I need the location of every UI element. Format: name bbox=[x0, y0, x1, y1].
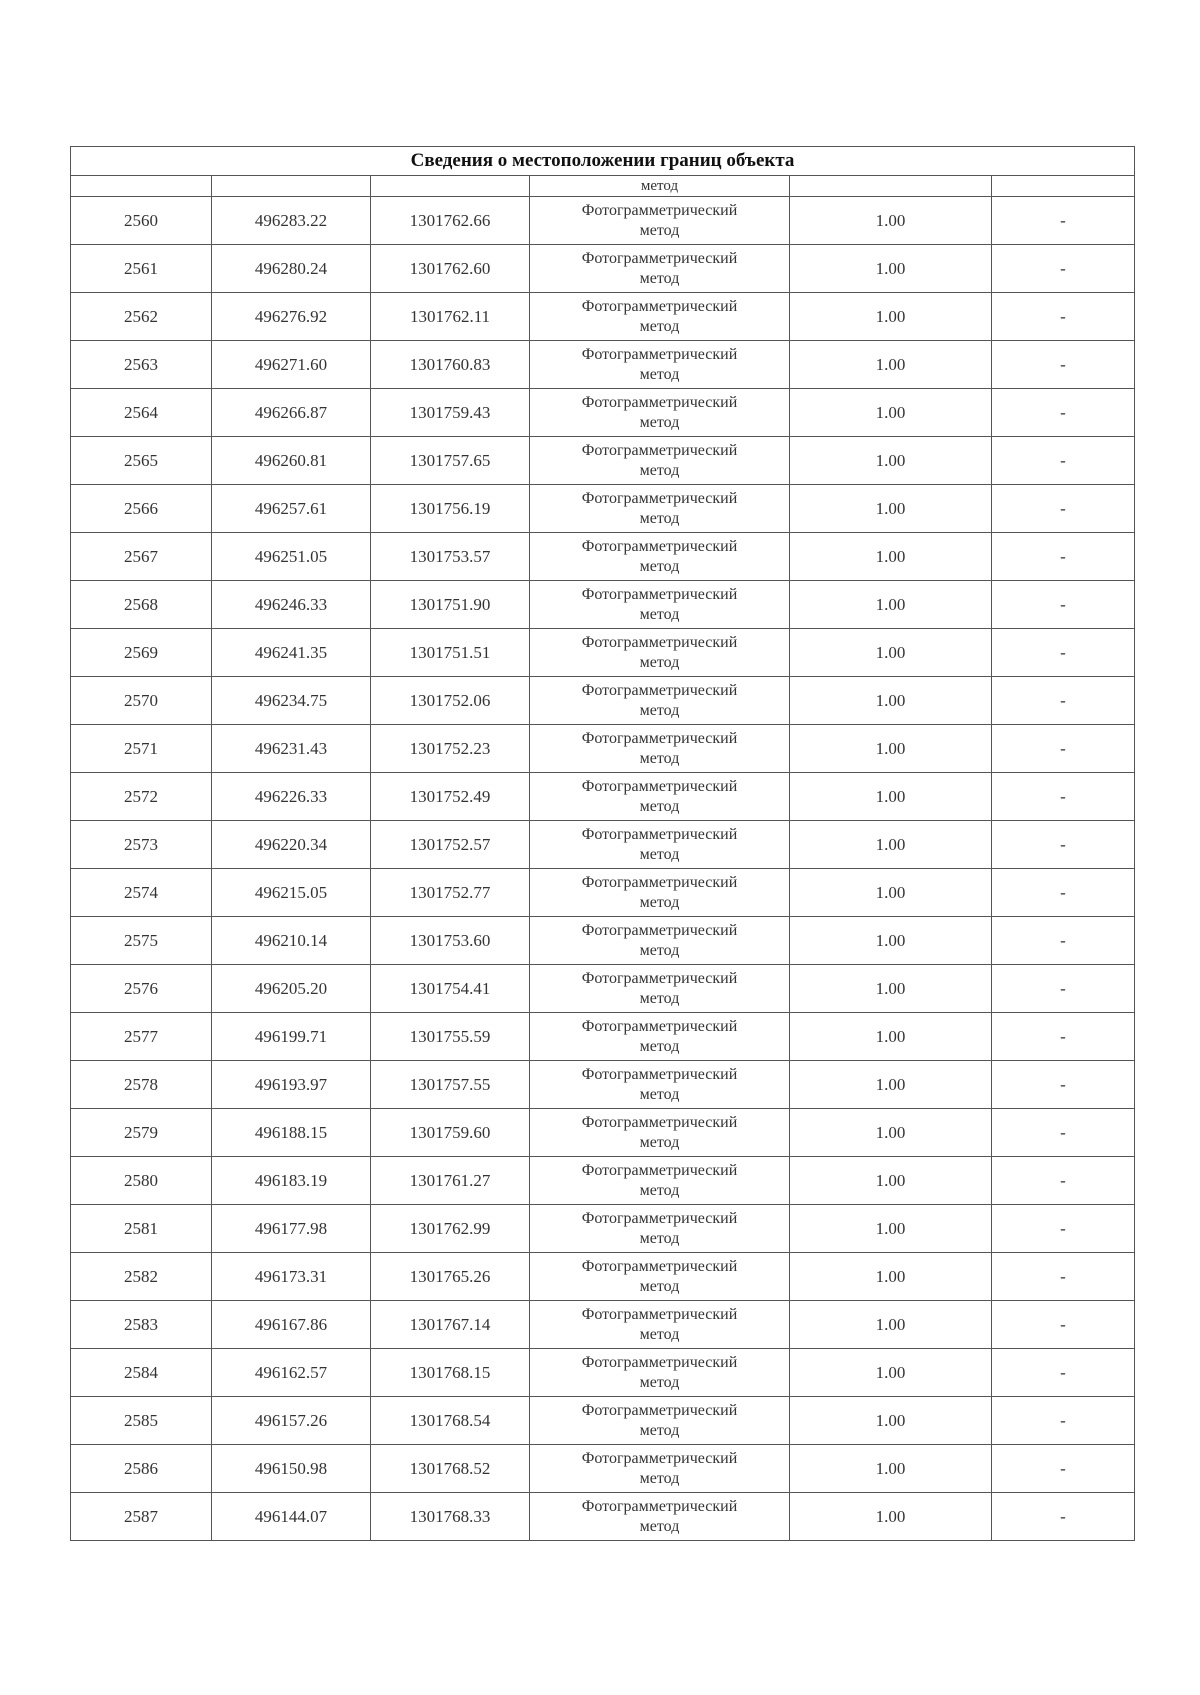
method-line-1: Фотограмметрический bbox=[581, 441, 738, 459]
continuation-cell bbox=[790, 176, 992, 197]
method-cell bbox=[530, 581, 790, 629]
method-line-1: Фотограмметрический bbox=[581, 393, 738, 411]
description-cell: - bbox=[992, 1109, 1135, 1157]
table-row bbox=[71, 965, 1135, 1013]
table-row bbox=[71, 389, 1135, 437]
y-coordinate-cell: 1301757.55 bbox=[371, 1061, 530, 1109]
x-coordinate-cell: 496234.75 bbox=[212, 677, 371, 725]
y-coordinate-cell: 1301752.23 bbox=[371, 725, 530, 773]
table-row bbox=[71, 869, 1135, 917]
x-coordinate-cell: 496210.14 bbox=[212, 917, 371, 965]
method-line-2: метод bbox=[639, 461, 680, 479]
point-number-cell: 2582 bbox=[71, 1253, 212, 1301]
point-number-cell: 2577 bbox=[71, 1013, 212, 1061]
table-row bbox=[71, 725, 1135, 773]
method-line-1: Фотограмметрический bbox=[581, 585, 738, 603]
method-cell bbox=[530, 1445, 790, 1493]
table-row bbox=[71, 197, 1135, 245]
description-cell: - bbox=[992, 1205, 1135, 1253]
x-coordinate-cell: 496280.24 bbox=[212, 245, 371, 293]
y-coordinate-cell: 1301753.57 bbox=[371, 533, 530, 581]
method-line-1: Фотограмметрический bbox=[581, 1257, 738, 1275]
accuracy-cell: 1.00 bbox=[790, 1013, 992, 1061]
table-row bbox=[71, 293, 1135, 341]
accuracy-cell: 1.00 bbox=[790, 965, 992, 1013]
accuracy-cell: 1.00 bbox=[790, 197, 992, 245]
point-number-cell: 2564 bbox=[71, 389, 212, 437]
x-coordinate-cell: 496188.15 bbox=[212, 1109, 371, 1157]
description-cell: - bbox=[992, 1253, 1135, 1301]
method-line-2: метод bbox=[639, 1229, 680, 1247]
method-line-1: Фотограмметрический bbox=[581, 825, 738, 843]
method-cell bbox=[530, 629, 790, 677]
y-coordinate-cell: 1301759.60 bbox=[371, 1109, 530, 1157]
point-number-cell: 2566 bbox=[71, 485, 212, 533]
method-line-1: Фотограмметрический bbox=[581, 1353, 738, 1371]
description-cell: - bbox=[992, 581, 1135, 629]
y-coordinate-cell: 1301762.99 bbox=[371, 1205, 530, 1253]
method-line-2: метод bbox=[639, 1469, 680, 1487]
y-coordinate-cell: 1301752.06 bbox=[371, 677, 530, 725]
method-line-1: Фотограмметрический bbox=[581, 297, 738, 315]
table-title-row bbox=[71, 147, 1135, 176]
method-cell bbox=[530, 869, 790, 917]
x-coordinate-cell: 496157.26 bbox=[212, 1397, 371, 1445]
point-number-cell: 2575 bbox=[71, 917, 212, 965]
method-line-1: Фотограмметрический bbox=[581, 873, 738, 891]
point-number-cell: 2580 bbox=[71, 1157, 212, 1205]
method-line-1: Фотограмметрический bbox=[581, 777, 738, 795]
accuracy-cell: 1.00 bbox=[790, 1157, 992, 1205]
method-cell bbox=[530, 485, 790, 533]
method-cell bbox=[530, 965, 790, 1013]
y-coordinate-cell: 1301752.77 bbox=[371, 869, 530, 917]
method-line-1: Фотограмметрический bbox=[581, 1161, 738, 1179]
method-line-2: метод bbox=[639, 1277, 680, 1295]
y-coordinate-cell: 1301768.15 bbox=[371, 1349, 530, 1397]
method-line-1: Фотограмметрический bbox=[581, 201, 738, 219]
accuracy-cell: 1.00 bbox=[790, 341, 992, 389]
x-coordinate-cell: 496183.19 bbox=[212, 1157, 371, 1205]
x-coordinate-cell: 496251.05 bbox=[212, 533, 371, 581]
y-coordinate-cell: 1301765.26 bbox=[371, 1253, 530, 1301]
table-row bbox=[71, 917, 1135, 965]
y-coordinate-cell: 1301755.59 bbox=[371, 1013, 530, 1061]
description-cell: - bbox=[992, 725, 1135, 773]
description-cell: - bbox=[992, 1301, 1135, 1349]
accuracy-cell: 1.00 bbox=[790, 917, 992, 965]
accuracy-cell: 1.00 bbox=[790, 629, 992, 677]
method-cell bbox=[530, 917, 790, 965]
description-cell: - bbox=[992, 437, 1135, 485]
method-cell bbox=[530, 1349, 790, 1397]
accuracy-cell: 1.00 bbox=[790, 437, 992, 485]
accuracy-cell: 1.00 bbox=[790, 677, 992, 725]
method-cell bbox=[530, 677, 790, 725]
method-line-2: метод bbox=[639, 413, 680, 431]
method-cell bbox=[530, 1301, 790, 1349]
method-line-1: Фотограмметрический bbox=[581, 1113, 738, 1131]
method-line-2: метод bbox=[639, 1085, 680, 1103]
continuation-cell bbox=[71, 176, 212, 197]
method-line-2: метод bbox=[639, 1037, 680, 1055]
boundary-table bbox=[70, 146, 1135, 1541]
accuracy-cell: 1.00 bbox=[790, 533, 992, 581]
point-number-cell: 2569 bbox=[71, 629, 212, 677]
x-coordinate-cell: 496205.20 bbox=[212, 965, 371, 1013]
method-line-2: метод bbox=[639, 653, 680, 671]
table-row bbox=[71, 245, 1135, 293]
method-cell bbox=[530, 1253, 790, 1301]
method-cell bbox=[530, 773, 790, 821]
method-cell bbox=[530, 1013, 790, 1061]
method-cell bbox=[530, 293, 790, 341]
method-line-2: метод bbox=[639, 365, 680, 383]
description-cell: - bbox=[992, 965, 1135, 1013]
table-row bbox=[71, 1013, 1135, 1061]
accuracy-cell: 1.00 bbox=[790, 581, 992, 629]
method-cell bbox=[530, 1157, 790, 1205]
description-cell: - bbox=[992, 773, 1135, 821]
table-row bbox=[71, 533, 1135, 581]
point-number-cell: 2581 bbox=[71, 1205, 212, 1253]
description-cell: - bbox=[992, 197, 1135, 245]
method-cell bbox=[530, 245, 790, 293]
method-line-2: метод bbox=[639, 749, 680, 767]
x-coordinate-cell: 496173.31 bbox=[212, 1253, 371, 1301]
y-coordinate-cell: 1301752.57 bbox=[371, 821, 530, 869]
x-coordinate-cell: 496150.98 bbox=[212, 1445, 371, 1493]
method-cell bbox=[530, 341, 790, 389]
description-cell: - bbox=[992, 1013, 1135, 1061]
accuracy-cell: 1.00 bbox=[790, 245, 992, 293]
y-coordinate-cell: 1301768.33 bbox=[371, 1493, 530, 1541]
method-line-1: Фотограмметрический bbox=[581, 921, 738, 939]
method-line-2: метод bbox=[639, 605, 680, 623]
table-row bbox=[71, 1397, 1135, 1445]
y-coordinate-cell: 1301768.52 bbox=[371, 1445, 530, 1493]
method-line-1: Фотограмметрический bbox=[581, 537, 738, 555]
x-coordinate-cell: 496241.35 bbox=[212, 629, 371, 677]
method-line-2: метод bbox=[639, 1181, 680, 1199]
y-coordinate-cell: 1301752.49 bbox=[371, 773, 530, 821]
y-coordinate-cell: 1301762.60 bbox=[371, 245, 530, 293]
y-coordinate-cell: 1301767.14 bbox=[371, 1301, 530, 1349]
description-cell: - bbox=[992, 245, 1135, 293]
point-number-cell: 2578 bbox=[71, 1061, 212, 1109]
method-line-2: метод bbox=[639, 797, 680, 815]
method-cell bbox=[530, 1109, 790, 1157]
method-line-2: метод bbox=[639, 269, 680, 287]
accuracy-cell: 1.00 bbox=[790, 1397, 992, 1445]
y-coordinate-cell: 1301756.19 bbox=[371, 485, 530, 533]
method-cell bbox=[530, 533, 790, 581]
accuracy-cell: 1.00 bbox=[790, 1109, 992, 1157]
method-line-2: метод bbox=[639, 701, 680, 719]
y-coordinate-cell: 1301761.27 bbox=[371, 1157, 530, 1205]
y-coordinate-cell: 1301751.90 bbox=[371, 581, 530, 629]
method-line-2: метод bbox=[639, 1133, 680, 1151]
table-row bbox=[71, 1493, 1135, 1541]
description-cell: - bbox=[992, 869, 1135, 917]
method-line-2: метод bbox=[639, 989, 680, 1007]
y-coordinate-cell: 1301757.65 bbox=[371, 437, 530, 485]
method-line-2: метод bbox=[639, 557, 680, 575]
point-number-cell: 2587 bbox=[71, 1493, 212, 1541]
y-coordinate-cell: 1301762.11 bbox=[371, 293, 530, 341]
accuracy-cell: 1.00 bbox=[790, 773, 992, 821]
x-coordinate-cell: 496215.05 bbox=[212, 869, 371, 917]
point-number-cell: 2561 bbox=[71, 245, 212, 293]
method-cell bbox=[530, 725, 790, 773]
x-coordinate-cell: 496226.33 bbox=[212, 773, 371, 821]
point-number-cell: 2565 bbox=[71, 437, 212, 485]
method-line-1: Фотограмметрический bbox=[581, 489, 738, 507]
x-coordinate-cell: 496276.92 bbox=[212, 293, 371, 341]
description-cell: - bbox=[992, 293, 1135, 341]
description-cell: - bbox=[992, 821, 1135, 869]
description-cell: - bbox=[992, 1061, 1135, 1109]
y-coordinate-cell: 1301753.60 bbox=[371, 917, 530, 965]
method-line-1: Фотограмметрический bbox=[581, 1497, 738, 1515]
accuracy-cell: 1.00 bbox=[790, 725, 992, 773]
description-cell: - bbox=[992, 629, 1135, 677]
point-number-cell: 2572 bbox=[71, 773, 212, 821]
description-cell: - bbox=[992, 533, 1135, 581]
table-row bbox=[71, 485, 1135, 533]
table-row bbox=[71, 1445, 1135, 1493]
accuracy-cell: 1.00 bbox=[790, 1301, 992, 1349]
table-row bbox=[71, 341, 1135, 389]
description-cell: - bbox=[992, 1349, 1135, 1397]
description-cell: - bbox=[992, 485, 1135, 533]
description-cell: - bbox=[992, 1157, 1135, 1205]
accuracy-cell: 1.00 bbox=[790, 821, 992, 869]
method-cell bbox=[530, 1397, 790, 1445]
table-row bbox=[71, 1109, 1135, 1157]
method-line-2: метод bbox=[639, 845, 680, 863]
method-line-1: Фотограмметрический bbox=[581, 1209, 738, 1227]
point-number-cell: 2583 bbox=[71, 1301, 212, 1349]
table-row bbox=[71, 1349, 1135, 1397]
description-cell: - bbox=[992, 1445, 1135, 1493]
accuracy-cell: 1.00 bbox=[790, 1493, 992, 1541]
description-cell: - bbox=[992, 1397, 1135, 1445]
x-coordinate-cell: 496231.43 bbox=[212, 725, 371, 773]
method-line-1: Фотограмметрический bbox=[581, 1017, 738, 1035]
x-coordinate-cell: 496246.33 bbox=[212, 581, 371, 629]
x-coordinate-cell: 496199.71 bbox=[212, 1013, 371, 1061]
point-number-cell: 2586 bbox=[71, 1445, 212, 1493]
description-cell: - bbox=[992, 917, 1135, 965]
x-coordinate-cell: 496260.81 bbox=[212, 437, 371, 485]
table-row bbox=[71, 821, 1135, 869]
point-number-cell: 2573 bbox=[71, 821, 212, 869]
method-line-1: Фотограмметрический bbox=[581, 249, 738, 267]
method-line-2: метод bbox=[639, 509, 680, 527]
y-coordinate-cell: 1301759.43 bbox=[371, 389, 530, 437]
method-line-2: метод bbox=[639, 1373, 680, 1391]
accuracy-cell: 1.00 bbox=[790, 389, 992, 437]
method-line-1: Фотограмметрический bbox=[581, 633, 738, 651]
table-row bbox=[71, 1157, 1135, 1205]
accuracy-cell: 1.00 bbox=[790, 1061, 992, 1109]
x-coordinate-cell: 496193.97 bbox=[212, 1061, 371, 1109]
accuracy-cell: 1.00 bbox=[790, 1349, 992, 1397]
point-number-cell: 2584 bbox=[71, 1349, 212, 1397]
table-row bbox=[71, 1061, 1135, 1109]
y-coordinate-cell: 1301768.54 bbox=[371, 1397, 530, 1445]
method-line-1: Фотограмметрический bbox=[581, 345, 738, 363]
method-line-2: метод bbox=[639, 941, 680, 959]
x-coordinate-cell: 496283.22 bbox=[212, 197, 371, 245]
point-number-cell: 2567 bbox=[71, 533, 212, 581]
continuation-cell bbox=[992, 176, 1135, 197]
method-cell bbox=[530, 1205, 790, 1253]
method-line-1: Фотограмметрический bbox=[581, 1065, 738, 1083]
method-line-2: метод bbox=[639, 1517, 680, 1535]
method-cell bbox=[530, 437, 790, 485]
table-row bbox=[71, 581, 1135, 629]
method-line-1: Фотограмметрический bbox=[581, 681, 738, 699]
method-line-1: Фотограмметрический bbox=[581, 1401, 738, 1419]
method-line-2: метод bbox=[639, 893, 680, 911]
description-cell: - bbox=[992, 1493, 1135, 1541]
accuracy-cell: 1.00 bbox=[790, 1205, 992, 1253]
continuation-cell bbox=[371, 176, 530, 197]
table-row bbox=[71, 773, 1135, 821]
table-row bbox=[71, 1205, 1135, 1253]
description-cell: - bbox=[992, 677, 1135, 725]
method-line-1: Фотограмметрический bbox=[581, 729, 738, 747]
point-number-cell: 2570 bbox=[71, 677, 212, 725]
method-line-2: метод bbox=[639, 1421, 680, 1439]
table-row bbox=[71, 1253, 1135, 1301]
method-cell bbox=[530, 389, 790, 437]
accuracy-cell: 1.00 bbox=[790, 1445, 992, 1493]
x-coordinate-cell: 496220.34 bbox=[212, 821, 371, 869]
accuracy-cell: 1.00 bbox=[790, 485, 992, 533]
point-number-cell: 2562 bbox=[71, 293, 212, 341]
x-coordinate-cell: 496162.57 bbox=[212, 1349, 371, 1397]
x-coordinate-cell: 496257.61 bbox=[212, 485, 371, 533]
table-row bbox=[71, 437, 1135, 485]
continuation-row bbox=[71, 176, 1135, 197]
x-coordinate-cell: 496271.60 bbox=[212, 341, 371, 389]
y-coordinate-cell: 1301751.51 bbox=[371, 629, 530, 677]
point-number-cell: 2576 bbox=[71, 965, 212, 1013]
method-line-2: метод bbox=[639, 221, 680, 239]
y-coordinate-cell: 1301762.66 bbox=[371, 197, 530, 245]
point-number-cell: 2568 bbox=[71, 581, 212, 629]
accuracy-cell: 1.00 bbox=[790, 293, 992, 341]
table-row bbox=[71, 677, 1135, 725]
continuation-cell: метод bbox=[530, 176, 790, 197]
method-line-1: Фотограмметрический bbox=[581, 969, 738, 987]
x-coordinate-cell: 496177.98 bbox=[212, 1205, 371, 1253]
method-line-2: метод bbox=[639, 1325, 680, 1343]
continuation-cell bbox=[212, 176, 371, 197]
table-row bbox=[71, 1301, 1135, 1349]
point-number-cell: 2585 bbox=[71, 1397, 212, 1445]
method-line-1: Фотограмметрический bbox=[581, 1449, 738, 1467]
method-cell bbox=[530, 197, 790, 245]
point-number-cell: 2571 bbox=[71, 725, 212, 773]
method-cell bbox=[530, 821, 790, 869]
description-cell: - bbox=[992, 341, 1135, 389]
y-coordinate-cell: 1301754.41 bbox=[371, 965, 530, 1013]
point-number-cell: 2574 bbox=[71, 869, 212, 917]
y-coordinate-cell: 1301760.83 bbox=[371, 341, 530, 389]
x-coordinate-cell: 496266.87 bbox=[212, 389, 371, 437]
table-row bbox=[71, 629, 1135, 677]
x-coordinate-cell: 496167.86 bbox=[212, 1301, 371, 1349]
point-number-cell: 2560 bbox=[71, 197, 212, 245]
method-cell bbox=[530, 1061, 790, 1109]
x-coordinate-cell: 496144.07 bbox=[212, 1493, 371, 1541]
method-line-1: Фотограмметрический bbox=[581, 1305, 738, 1323]
accuracy-cell: 1.00 bbox=[790, 869, 992, 917]
point-number-cell: 2579 bbox=[71, 1109, 212, 1157]
method-line-2: метод bbox=[639, 317, 680, 335]
description-cell: - bbox=[992, 389, 1135, 437]
method-cell bbox=[530, 1493, 790, 1541]
accuracy-cell: 1.00 bbox=[790, 1253, 992, 1301]
table-title: Сведения о местоположении границ объекта bbox=[71, 147, 1135, 176]
point-number-cell: 2563 bbox=[71, 341, 212, 389]
